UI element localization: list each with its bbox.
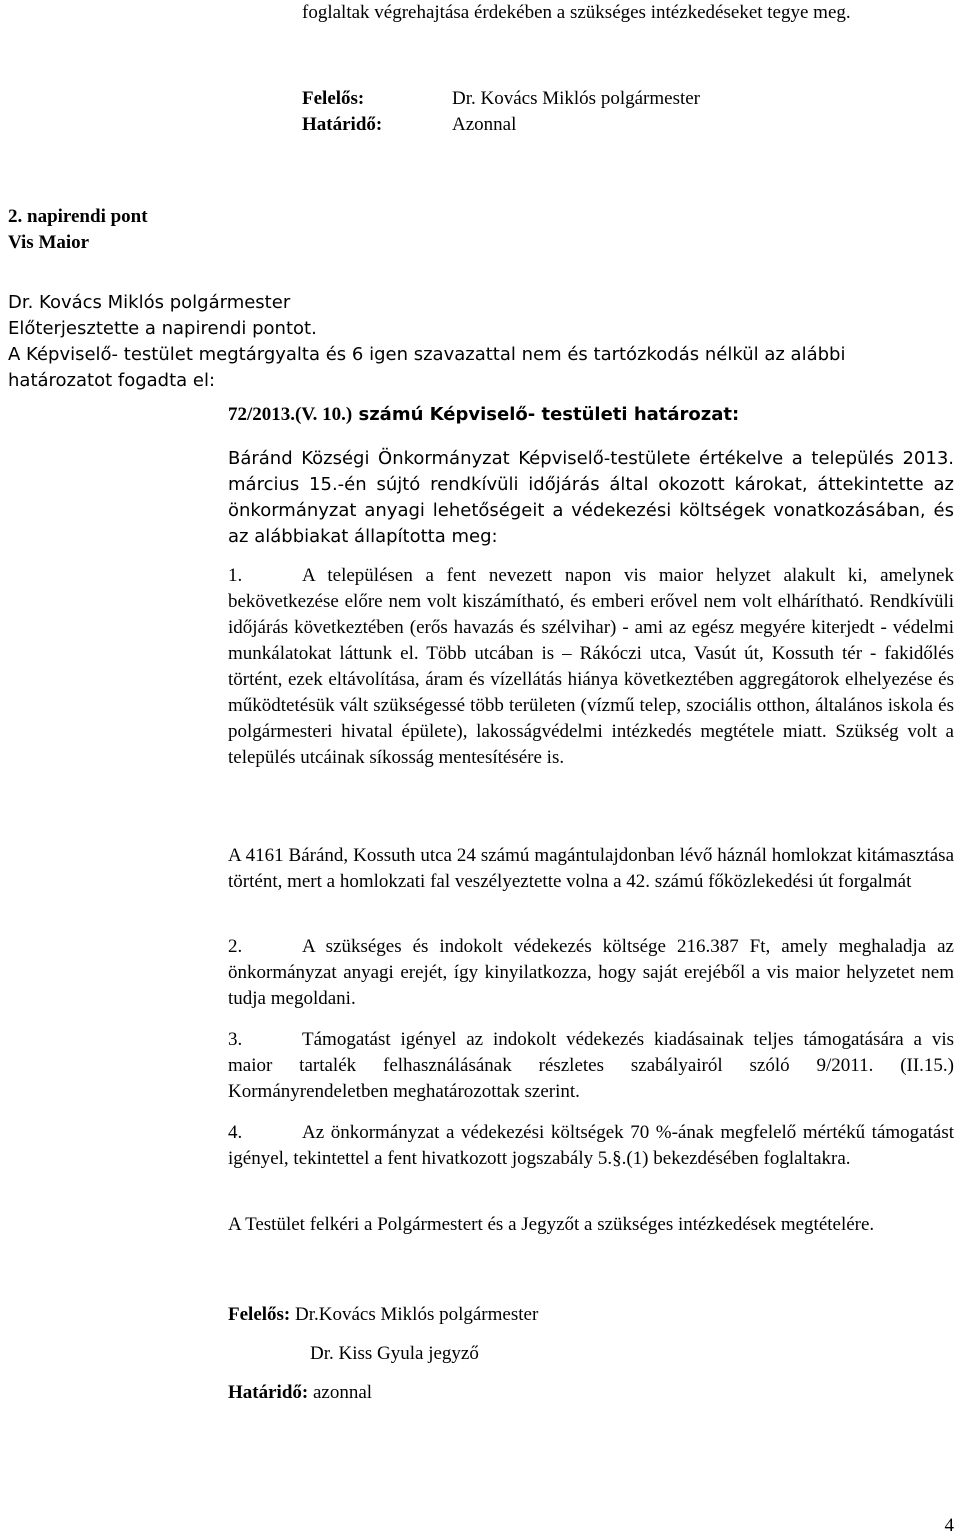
- point-2: [228, 934, 954, 1012]
- point-2-number: 2.: [228, 936, 243, 957]
- point-1-text: A településen a fent nevezett napon vis maior helyzet alakult ki, amelynek bekövetkezése előre nem volt kiszámítható, és emberi erővel nem volt elhárítható. Rendkívüli időjárás következtében (erős havazás és szélvihar) - ami az egész megyére kiterjedt - védelmi munkálatokat láttunk el. Több utcában is – Rákóczi utca, Vasút út, Kossuth tér - fakidőlés történt, ezek eltávolítása, áram és vízellátás hiánya következtében aggregátorok elhelyezése és működtetésük vált szükségessé több területen (vízmű telep, szociális otthon, általános iskola és polgármesteri hivatal épülete), lakosságvédelmi intézkedés megtétele miatt. Szükség volt a település utcáinak síkosság mentesítésére is.: [228, 565, 954, 768]
- point-3-text: Támogatást igényel az indokolt védekezés kiadásainak teljes támogatására a vis maior tartalék felhasználásának részletes szabályairól szóló 9/2011. (II.15.) Kormányrendeletben meghatározottak szerint.: [228, 1029, 954, 1102]
- point-2-text: A szükséges és indokolt védekezés költsége 216.387 Ft, amely meghaladja az önkormányzat anyagi erejét, így kinyilatkozza, hogy saját erejéből a vis maior helyzetet nem tudja megoldani.: [228, 936, 954, 1009]
- resolution-number: 72/2013.(V. 10.): [228, 404, 353, 425]
- responsible-label-2: Felelős:: [228, 1304, 291, 1325]
- deadline-label: Határidő:: [302, 114, 383, 135]
- agenda-details: [8, 290, 954, 394]
- responsible-row: [302, 86, 952, 112]
- resolution-intro: Báránd Községi Önkormányzat Képviselő-testülete értékelve a település 2013. március 15.-én sújtó rendkívüli időjárás által okozott károkat, áttekintette az önkormányzat anyagi lehetőségeit a védekezési költségek vonatkozásában, és az alábbiakat állapította meg:: [228, 448, 954, 547]
- deadline-value: Azonnal: [452, 114, 517, 135]
- point-3: [228, 1027, 954, 1105]
- resolution-title-text: számú Képviselő- testületi határozat:: [352, 404, 740, 425]
- responsible-value: Dr. Kovács Miklós polgármester: [452, 88, 701, 109]
- responsible-block-1: [302, 86, 952, 138]
- agenda-presenter: Dr. Kovács Miklós polgármester: [8, 292, 291, 313]
- responsible-label: Felelős:: [302, 88, 365, 109]
- point-1-number: 1.: [228, 565, 243, 586]
- resolution-title: [228, 402, 948, 428]
- deadline-row-2: [228, 1380, 948, 1406]
- intro-paragraph: foglaltak végrehajtása érdekében a szükséges intézkedéseket tegye meg.: [302, 2, 851, 23]
- agenda-presented-line: Előterjesztette a napirendi pontot.: [8, 318, 317, 339]
- deadline-row: [302, 112, 952, 138]
- house-paragraph: A 4161 Báránd, Kossuth utca 24 számú magántulajdonban lévő háznál homlokzat kitámasztása történt, mert a homlokzati fal veszélyeztette volna a 42. számú főközlekedési út forgalmát: [228, 845, 954, 892]
- agenda-block: [8, 204, 948, 256]
- responsible-value-3: Dr. Kiss Gyula jegyző: [310, 1343, 479, 1364]
- deadline-label-2: Határidő:: [228, 1382, 309, 1403]
- point-1: [228, 563, 954, 771]
- point-4-number: 4.: [228, 1122, 243, 1143]
- point-4-text: Az önkormányzat a védekezési költségek 70 %-ának megfelelő mértékű támogatást igényel, tekintettel a fent hivatkozott jogszabály 5.§.(1) bekezdésében foglaltakra.: [228, 1122, 954, 1169]
- agenda-heading: 2. napirendi pont: [8, 206, 148, 227]
- agenda-vote-line: A Képviselő- testület megtárgyalta és 6 igen szavazattal nem és tartózkodás nélkül az alábbi határozatot fogadta el:: [8, 344, 846, 391]
- deadline-value-2: azonnal: [308, 1382, 373, 1403]
- agenda-subject: Vis Maior: [8, 232, 90, 253]
- responsible-value-2: Dr.Kovács Miklós polgármester: [290, 1304, 539, 1325]
- responsible-row-2: [228, 1302, 948, 1328]
- point-4: [228, 1120, 954, 1172]
- request-paragraph: A Testület felkéri a Polgármestert és a Jegyzőt a szükséges intézkedések megtételére.: [228, 1214, 875, 1235]
- page-number: 4: [944, 1515, 954, 1536]
- point-3-number: 3.: [228, 1029, 243, 1050]
